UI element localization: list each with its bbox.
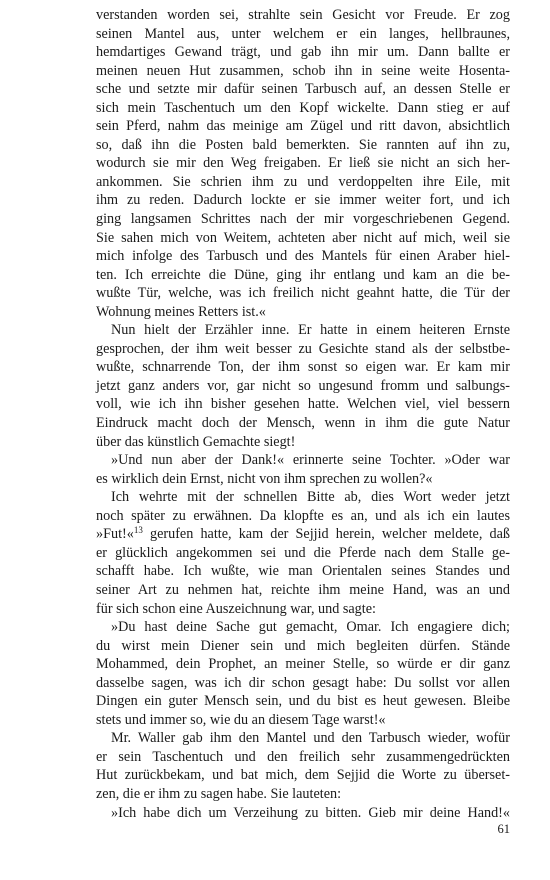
text-line: sich mein Taschentuch um den Kopf wickelte. Dann stieg er auf <box>96 99 510 116</box>
text-line: zen, die er ihm zu sagen habe. Sie lauteten: <box>96 785 342 802</box>
text-line: Wohnung meines Retters ist.« <box>96 303 266 320</box>
text-line: Mohammed, dein Prophet, an meiner Stelle, so würde er dir ganz <box>96 656 510 673</box>
text-line: verstanden worden sei, strahlte sein Gesicht vor Freude. Er zog <box>96 7 510 23</box>
text-line: schafft habe. Ich wußte, wie man Orientalen seines Standes und <box>96 563 510 580</box>
footnote-marker: 13 <box>133 525 143 536</box>
text-segment: gerufen hatte, kam der Sejjid herein, welcher meldete, daß <box>142 526 510 543</box>
text-line: er glücklich angekommen sei und die Pferde nach dem Stalle ge- <box>96 544 510 561</box>
text-line: sein Pferd, nahm das meinige am Zügel und ritt davon, absichtlich <box>96 118 510 135</box>
text-line: Sie sahen mich von Weitem, achteten aber nicht auf mich, weil sie <box>96 229 510 246</box>
page-number: 61 <box>497 822 510 836</box>
text-line: es wirklich dein Ernst, nicht von ihm sprechen zu wollen?« <box>96 470 433 487</box>
text-line: mich infolge des Tarbusch und des Mantels für einen Araber hiel- <box>96 248 510 265</box>
page-text-block <box>96 6 510 822</box>
text-line: ihm zu reden. Dadurch lockte er sie immer weiter fort, und ich <box>96 192 510 209</box>
text-line: wußte Tür, welche, was ich freilich nicht geahnt hatte, die Tür der <box>96 285 510 302</box>
text-line: »Und nun aber der Dank!« erinnerte seine Tochter. »Oder war <box>111 452 510 469</box>
text-line: »Ich habe dich um Verzeihung zu bitten. Gieb mir deine Hand!« <box>111 804 510 821</box>
text-line: seinen Mantel aus, unter welchem er ein langes, hellbraunes, <box>96 25 510 42</box>
text-line: voll, wie ich ihn bisher gesehen hatte. Welchen viel, viel bessern <box>96 396 510 413</box>
text-line: stets und immer so, wie du an diesem Tage warst!« <box>96 711 386 728</box>
text-line: wußte, schnarrende Ton, der ihm sonst so eigen war. Er kam mir <box>96 359 510 376</box>
text-line: Mr. Waller gab ihm den Mantel und den Tarbusch wieder, wofür <box>111 730 510 747</box>
text-line: du wirst mein Diener sein und mich begleiten dürfen. Stände <box>96 637 510 654</box>
text-line: seiner Art zu nehmen hat, reichte ihm meine Hand, was an und <box>96 581 510 598</box>
text-line-with-footnote <box>96 525 510 544</box>
text-line: Nun hielt der Erzähler inne. Er hatte in einem heiteren Ernste <box>111 322 510 339</box>
text-line: jetzt ganz anders vor, gar nicht so ungesund fromm und salbungs- <box>96 377 510 394</box>
text-line: Hut zurückbekam, und bat mich, dem Sejjid die Worte zu überset- <box>96 767 510 784</box>
text-line: er sein Taschentuch und den freilich sehr zusammengedrückten <box>96 748 510 765</box>
text-line: ten. Ich erreichte die Düne, ging ihr entlang und kam an die be- <box>96 266 510 283</box>
text-line: Dingen ein guter Mensch sein, und du bist es heut gewesen. Bleibe <box>96 693 510 710</box>
text-line: »Du hast deine Sache gut gemacht, Omar. Ich engagiere dich; <box>111 619 510 636</box>
text-line: sche und setzte mir dafür seinen Tarbusch auf, an dessen Stelle er <box>96 81 510 98</box>
text-line: für sich schon eine Auszeichnung war, und sagte: <box>96 600 376 617</box>
text-line: dasselbe sagen, was ich dir schon gesagt habe: Du sollst vor allen <box>96 674 510 691</box>
text-line: hemdartiges Gewand trägt, und gab ihn mir um. Dann ballte er <box>96 44 510 61</box>
text-line: über das künstlich Gemachte siegt! <box>96 433 296 450</box>
text-line: wodurch sie mir den Weg freigaben. Er ließ sie nicht an sich her- <box>96 155 510 172</box>
text-line: meinen neuen Hut zusammen, schob ihn in seine weite Hosenta- <box>96 62 510 79</box>
text-line: Eindruck macht doch der Mensch, wenn in ihm die gute Natur <box>96 415 510 432</box>
text-line: gesprochen, der ihm weit besser zu Gesichte stand als der selbstbe- <box>96 340 510 357</box>
text-line: so, daß ihn die Posten bald bemerkten. Sie rannten auf ihn zu, <box>96 136 510 153</box>
text-segment: »Fut!« <box>96 526 134 543</box>
text-line: ging langsamen Schrittes nach der mir vorgeschriebenen Gegend. <box>96 211 510 228</box>
text-line: Ich wehrte mit der schnellen Bitte ab, dies Wort weder jetzt <box>111 489 510 506</box>
text-line: noch später zu erwähnen. Da klopfte es an, und als ich ein lautes <box>96 507 510 524</box>
text-line: ankommen. Sie schrien ihm zu und verdoppelten ihre Eile, mit <box>96 173 510 190</box>
